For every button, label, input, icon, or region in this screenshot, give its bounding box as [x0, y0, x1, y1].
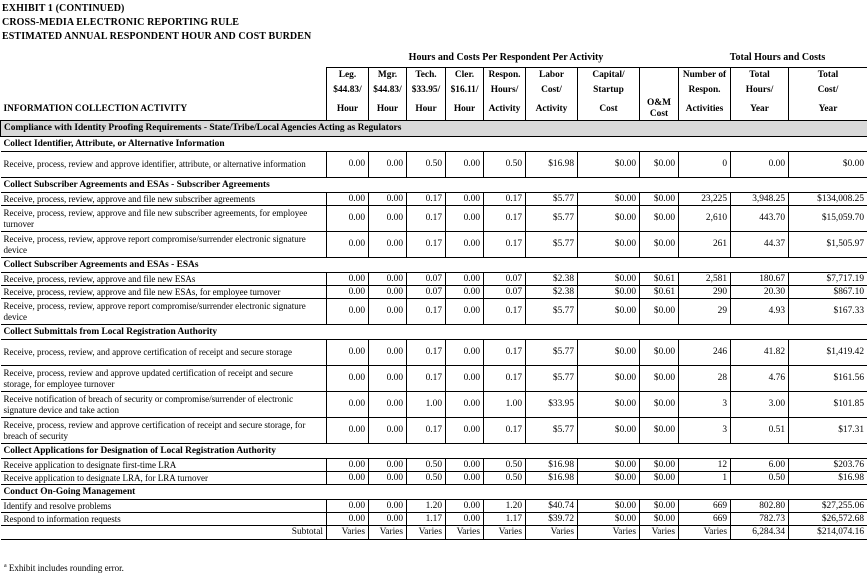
table-row — [1, 392, 867, 418]
value-cell: 0.00 — [369, 392, 407, 418]
value-cell: $0.61 — [640, 286, 679, 299]
value-cell: 0.00 — [369, 206, 407, 232]
value-cell: 0.00 — [327, 206, 369, 232]
column-header-cell: Hour — [369, 98, 407, 121]
value-cell: $867.10 — [789, 286, 867, 299]
subtotal-cell: Varies — [640, 526, 679, 540]
activity-description: Receive, process, review, approve and file new subscriber agreements, for employee turnover — [1, 206, 327, 232]
table-row — [1, 366, 867, 392]
value-cell: 0.07 — [407, 273, 446, 286]
table-row — [1, 193, 867, 206]
value-cell: 0.00 — [446, 152, 484, 178]
value-cell: 4.76 — [731, 366, 789, 392]
value-cell: $16.98 — [789, 472, 867, 485]
column-header-cell: $33.95/ — [407, 83, 446, 98]
value-cell: 0.00 — [369, 500, 407, 513]
value-cell: $0.00 — [578, 472, 640, 485]
value-cell: $203.76 — [789, 459, 867, 472]
value-cell: 0.00 — [327, 273, 369, 286]
value-cell: 0.00 — [446, 299, 484, 325]
value-cell: 1.20 — [484, 500, 526, 513]
value-cell: 0.00 — [327, 472, 369, 485]
value-cell: 1.00 — [407, 392, 446, 418]
section-title: Collect Identifier, Attribute, or Alternative Information — [1, 137, 867, 152]
value-cell: $2.38 — [526, 273, 578, 286]
section-header-row — [1, 444, 867, 459]
column-header-cell: Cost — [578, 98, 640, 121]
value-cell: 0.17 — [484, 193, 526, 206]
value-cell: 0.17 — [407, 299, 446, 325]
activity-description: Receive notification of breach of security or compromise/surrender of electronic signature device and take action — [1, 392, 327, 418]
subtotal-cell: Varies — [578, 526, 640, 540]
value-cell: $40.74 — [526, 500, 578, 513]
exhibit-title-line1: EXHIBIT 1 (CONTINUED) — [2, 3, 125, 14]
subtotal-cell: Varies — [679, 526, 731, 540]
activity-column-header — [1, 68, 327, 84]
table-row — [1, 513, 867, 526]
value-cell: 0.00 — [327, 392, 369, 418]
subtotal-cell: 6,284.34 — [731, 526, 789, 540]
column-header-cell: Year — [731, 98, 789, 121]
subtotal-cell: Varies — [526, 526, 578, 540]
value-cell: 1.17 — [484, 513, 526, 526]
column-header-cell: Hours/ — [731, 83, 789, 98]
value-cell: $167.33 — [789, 299, 867, 325]
burden-table — [0, 67, 867, 540]
column-header-row — [1, 83, 867, 98]
value-cell: 0.00 — [327, 418, 369, 444]
main-section-row — [1, 121, 867, 137]
value-cell: 0.50 — [484, 472, 526, 485]
activity-description: Receive, process, review, and approve certification of receipt and secure storage — [1, 340, 327, 366]
table-row — [1, 500, 867, 513]
value-cell: $0.00 — [578, 459, 640, 472]
value-cell: 0.00 — [327, 500, 369, 513]
activity-description: Receive, process, review, approve and file new ESAs, for employee turnover — [1, 286, 327, 299]
value-cell: 180.67 — [731, 273, 789, 286]
value-cell: $16.98 — [526, 472, 578, 485]
activity-description: Receive, process, review, approve report compromise/surrender electronic signature device — [1, 232, 327, 258]
value-cell: $1,505.97 — [789, 232, 867, 258]
value-cell: $0.00 — [578, 152, 640, 178]
column-header-row — [1, 98, 867, 121]
value-cell: 3,948.25 — [731, 193, 789, 206]
section-header-row — [1, 137, 867, 152]
section-header-row — [1, 325, 867, 340]
value-cell: $0.00 — [578, 392, 640, 418]
value-cell: 0.17 — [407, 418, 446, 444]
value-cell: 0.00 — [369, 513, 407, 526]
value-cell: 246 — [679, 340, 731, 366]
section-title: Collect Submittals from Local Registration Authority — [1, 325, 867, 340]
table-row — [1, 418, 867, 444]
activity-description: Receive, process, review, approve report compromise/surrender electronic signature device — [1, 299, 327, 325]
value-cell: 0.00 — [446, 366, 484, 392]
value-cell: $7,717.19 — [789, 273, 867, 286]
subtotal-cell: Varies — [484, 526, 526, 540]
value-cell: 0.00 — [446, 286, 484, 299]
value-cell: 0.00 — [369, 472, 407, 485]
value-cell: 0.17 — [484, 340, 526, 366]
value-cell: 0.17 — [407, 366, 446, 392]
value-cell: 20.30 — [731, 286, 789, 299]
value-cell: 261 — [679, 232, 731, 258]
value-cell: 3 — [679, 392, 731, 418]
value-cell: 1.17 — [407, 513, 446, 526]
value-cell: 0.00 — [369, 232, 407, 258]
value-cell: 0.00 — [446, 206, 484, 232]
value-cell: $0.00 — [578, 206, 640, 232]
subtotal-cell: Varies — [369, 526, 407, 540]
value-cell: 0.00 — [369, 459, 407, 472]
value-cell: $0.00 — [578, 286, 640, 299]
value-cell: 3 — [679, 418, 731, 444]
value-cell: 0.00 — [446, 459, 484, 472]
column-header-cell: Activities — [679, 98, 731, 121]
table-row — [1, 459, 867, 472]
value-cell: $0.00 — [578, 340, 640, 366]
activity-description: Receive, process, review and approve identifier, attribute, or alternative information — [1, 152, 327, 178]
value-cell: 0.17 — [407, 206, 446, 232]
subtotal-row — [1, 526, 867, 540]
column-header-cell: Leg. — [327, 68, 369, 84]
column-header-cell: Year — [789, 98, 867, 121]
section-title: Collect Subscriber Agreements and ESAs - Subscriber Agreements — [1, 178, 867, 193]
value-cell: 0.00 — [327, 232, 369, 258]
value-cell: 0.00 — [369, 418, 407, 444]
column-header-cell: Startup — [578, 83, 640, 98]
value-cell: 2,610 — [679, 206, 731, 232]
value-cell: $2.38 — [526, 286, 578, 299]
value-cell: $0.00 — [640, 152, 679, 178]
value-cell: 1 — [679, 472, 731, 485]
column-header-cell: Capital/ — [578, 68, 640, 84]
value-cell: 0.00 — [327, 340, 369, 366]
value-cell: $0.00 — [640, 299, 679, 325]
activity-column-header — [1, 83, 327, 98]
value-cell: 0.00 — [446, 472, 484, 485]
footnote-mark: a — [4, 563, 7, 569]
column-header-cell: Respon. — [484, 68, 526, 84]
section-title: Conduct On-Going Management — [1, 485, 867, 500]
value-cell: 0.17 — [484, 206, 526, 232]
value-cell: $5.77 — [526, 299, 578, 325]
value-cell: 782.73 — [731, 513, 789, 526]
column-header-cell: Cost/ — [789, 83, 867, 98]
value-cell: $33.95 — [526, 392, 578, 418]
value-cell: 802.80 — [731, 500, 789, 513]
value-cell: 669 — [679, 500, 731, 513]
section-header-row — [1, 178, 867, 193]
value-cell: $0.00 — [789, 152, 867, 178]
value-cell: 0.50 — [731, 472, 789, 485]
value-cell: 0.00 — [369, 273, 407, 286]
value-cell: $5.77 — [526, 366, 578, 392]
exhibit-title-block — [2, 2, 311, 44]
value-cell: 12 — [679, 459, 731, 472]
group-header-totals: Total Hours and Costs — [729, 52, 826, 63]
value-cell: $39.72 — [526, 513, 578, 526]
value-cell: 0.00 — [327, 366, 369, 392]
value-cell: 1.00 — [484, 392, 526, 418]
column-header-cell: $16.11/ — [446, 83, 484, 98]
value-cell: 0.00 — [446, 340, 484, 366]
table-row — [1, 472, 867, 485]
value-cell: $15,059.70 — [789, 206, 867, 232]
value-cell: 669 — [679, 513, 731, 526]
value-cell: 2,581 — [679, 273, 731, 286]
value-cell: $0.00 — [640, 418, 679, 444]
value-cell: $0.00 — [640, 472, 679, 485]
value-cell: 0.00 — [446, 513, 484, 526]
column-header-cell: Tech. — [407, 68, 446, 84]
value-cell: $0.00 — [640, 500, 679, 513]
value-cell: 29 — [679, 299, 731, 325]
column-header-cell: Labor — [526, 68, 578, 84]
table-row — [1, 152, 867, 178]
value-cell: $0.00 — [640, 459, 679, 472]
value-cell: 1.20 — [407, 500, 446, 513]
column-header-cell: Hour — [407, 98, 446, 121]
subtotal-label: Subtotal — [1, 526, 327, 540]
value-cell: $0.00 — [578, 232, 640, 258]
value-cell: $1,419.42 — [789, 340, 867, 366]
value-cell: 0.17 — [484, 418, 526, 444]
column-header-cell: Activity — [484, 98, 526, 121]
footnote-text: Exhibit includes rounding error. — [8, 563, 124, 573]
value-cell: 0.00 — [446, 392, 484, 418]
value-cell: $0.61 — [640, 273, 679, 286]
column-header-cell: Hour — [327, 98, 369, 121]
column-header-cell: Cler. — [446, 68, 484, 84]
activity-description: Receive, process, review and approve certification of receipt and secure storage, for breach of security — [1, 418, 327, 444]
value-cell: 0.00 — [369, 366, 407, 392]
value-cell: 0.00 — [446, 500, 484, 513]
value-cell: 0.00 — [446, 232, 484, 258]
section-title: Collect Applications for Designation of Local Registration Authority — [1, 444, 867, 459]
value-cell: 0.07 — [484, 286, 526, 299]
value-cell: $5.77 — [526, 340, 578, 366]
exhibit-title-line2: CROSS-MEDIA ELECTRONIC REPORTING RULE — [2, 17, 239, 28]
value-cell: 0.00 — [327, 286, 369, 299]
column-header-cell: Hours/ — [484, 83, 526, 98]
value-cell: 0.00 — [446, 193, 484, 206]
activity-description: Receive, process, review, approve and file new subscriber agreements — [1, 193, 327, 206]
value-cell: $0.00 — [640, 513, 679, 526]
value-cell: 0.51 — [731, 418, 789, 444]
value-cell: 0.17 — [407, 232, 446, 258]
subtotal-cell: Varies — [407, 526, 446, 540]
table-row — [1, 206, 867, 232]
value-cell: 28 — [679, 366, 731, 392]
activity-column-header: INFORMATION COLLECTION ACTIVITY — [3, 103, 188, 114]
value-cell: 0.00 — [446, 418, 484, 444]
value-cell: $161.56 — [789, 366, 867, 392]
value-cell: 0.00 — [369, 152, 407, 178]
column-header-cell: Cost/ — [526, 83, 578, 98]
value-cell: 0.17 — [484, 232, 526, 258]
exhibit-title-line3: ESTIMATED ANNUAL RESPONDENT HOUR AND COST BURDEN — [2, 31, 312, 42]
value-cell: $0.00 — [640, 392, 679, 418]
value-cell: $0.00 — [578, 193, 640, 206]
value-cell: $0.00 — [640, 232, 679, 258]
value-cell: 0.00 — [369, 193, 407, 206]
value-cell: 0.00 — [327, 459, 369, 472]
value-cell: $5.77 — [526, 418, 578, 444]
activity-description: Respond to information requests — [1, 513, 327, 526]
column-header-cell: $44.83/ — [369, 83, 407, 98]
activity-description: Identify and resolve problems — [1, 500, 327, 513]
column-header-cell: Number of — [679, 68, 731, 84]
column-header-cell: Total — [789, 68, 867, 84]
table-row — [1, 340, 867, 366]
value-cell: $16.98 — [526, 152, 578, 178]
value-cell: $0.00 — [578, 366, 640, 392]
group-header-per-respondent: Hours and Costs Per Respondent Per Activity — [408, 52, 604, 63]
section-header-row — [1, 258, 867, 273]
activity-description: Receive application to designate LRA, for LRA turnover — [1, 472, 327, 485]
column-header-cell: Respon. — [679, 83, 731, 98]
table-row — [1, 299, 867, 325]
subtotal-cell: Varies — [327, 526, 369, 540]
column-header-cell: Total — [731, 68, 789, 84]
value-cell: 0.00 — [327, 193, 369, 206]
value-cell: 0.17 — [484, 366, 526, 392]
column-header-row — [1, 68, 867, 84]
main-section-title: Compliance with Identity Proofing Requirements - State/Tribe/Local Agencies Acting as Regulators — [1, 121, 867, 137]
value-cell: $101.85 — [789, 392, 867, 418]
value-cell: 0.50 — [484, 459, 526, 472]
value-cell: 4.93 — [731, 299, 789, 325]
value-cell: 0.00 — [369, 299, 407, 325]
value-cell: $0.00 — [640, 206, 679, 232]
value-cell: $0.00 — [640, 366, 679, 392]
value-cell: 0.17 — [407, 193, 446, 206]
value-cell: $27,255.06 — [789, 500, 867, 513]
value-cell: 0.00 — [446, 273, 484, 286]
value-cell: 0.07 — [484, 273, 526, 286]
subtotal-cell: Varies — [446, 526, 484, 540]
value-cell: 0.17 — [484, 299, 526, 325]
value-cell: $0.00 — [578, 418, 640, 444]
value-cell: 0.50 — [407, 459, 446, 472]
activity-description: Receive, process, review, approve and file new ESAs — [1, 273, 327, 286]
footnote — [4, 563, 124, 573]
value-cell: $16.98 — [526, 459, 578, 472]
value-cell: 0.00 — [327, 513, 369, 526]
value-cell: 23,225 — [679, 193, 731, 206]
value-cell: $5.77 — [526, 193, 578, 206]
value-cell: 0.00 — [327, 299, 369, 325]
value-cell: 6.00 — [731, 459, 789, 472]
value-cell: 443.70 — [731, 206, 789, 232]
value-cell: 41.82 — [731, 340, 789, 366]
column-header-cell — [640, 83, 679, 98]
value-cell: $26,572.68 — [789, 513, 867, 526]
table-row — [1, 273, 867, 286]
value-cell: $0.00 — [578, 299, 640, 325]
value-cell: 0 — [679, 152, 731, 178]
value-cell: $5.77 — [526, 232, 578, 258]
value-cell: $0.00 — [578, 513, 640, 526]
table-row — [1, 286, 867, 299]
value-cell: 0.07 — [407, 286, 446, 299]
value-cell: $0.00 — [640, 340, 679, 366]
value-cell: 0.00 — [327, 152, 369, 178]
column-header-cell: Mgr. — [369, 68, 407, 84]
value-cell: 44.37 — [731, 232, 789, 258]
column-header-cell: $44.83/ — [327, 83, 369, 98]
value-cell: 0.50 — [484, 152, 526, 178]
column-header-cell — [640, 68, 679, 84]
value-cell: $17.31 — [789, 418, 867, 444]
value-cell: $0.00 — [578, 500, 640, 513]
value-cell: 0.00 — [369, 286, 407, 299]
value-cell: 0.50 — [407, 472, 446, 485]
value-cell: 0.00 — [731, 152, 789, 178]
column-header-cell: Hour — [446, 98, 484, 121]
column-header-cell: Activity — [526, 98, 578, 121]
table-row — [1, 232, 867, 258]
value-cell: $0.00 — [578, 273, 640, 286]
activity-description: Receive, process, review and approve updated certification of receipt and secure storage, for employee turnover — [1, 366, 327, 392]
value-cell: 0.00 — [369, 340, 407, 366]
value-cell: $0.00 — [640, 193, 679, 206]
column-header-cell: O&M Cost — [640, 98, 679, 121]
subtotal-cell: $214,074.16 — [789, 526, 867, 540]
section-header-row — [1, 485, 867, 500]
value-cell: $5.77 — [526, 206, 578, 232]
section-title: Collect Subscriber Agreements and ESAs - ESAs — [1, 258, 867, 273]
activity-description: Receive application to designate first-time LRA — [1, 459, 327, 472]
value-cell: $134,008.25 — [789, 193, 867, 206]
value-cell: 0.50 — [407, 152, 446, 178]
value-cell: 0.17 — [407, 340, 446, 366]
value-cell: 3.00 — [731, 392, 789, 418]
value-cell: 290 — [679, 286, 731, 299]
